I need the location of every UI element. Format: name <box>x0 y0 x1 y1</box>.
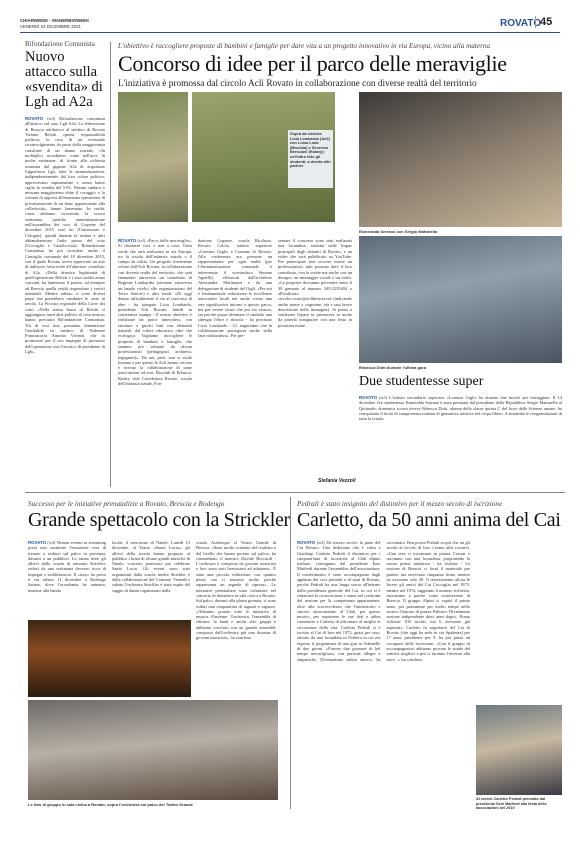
column-divider <box>110 42 111 487</box>
header-rule <box>20 32 560 33</box>
top-col-1 <box>118 238 192 386</box>
left-kicker: Rifondazione Comunista <box>25 40 95 48</box>
bottom-column-divider <box>290 497 291 809</box>
publication-header <box>20 18 89 30</box>
bottom-right-photo-caption: Al centro Carletto Pedrali premiato dal presidente Ezio Maifredi alla festa delle associazioni del 2019 <box>476 797 547 811</box>
top-title: Concorso di idee per il parco delle meraviglie <box>118 51 507 76</box>
bottom-left-kicker: Successo per le iniziative prenatalizie a Rovato, Brescia e Rodengo <box>28 499 225 508</box>
bottom-left-photo-caption: Le foto di gruppo in sala civica a Rovato; sopra l'orchestra sul palco del Teatro Grande <box>28 802 193 807</box>
top-col-3: sentare il concorso sono stati realizzati una locandina, tradotta nelle lingue principali degli abitanti di Rovato, e un video che sarà pubblicato su YouTube. Per partecipare non occorre essere un professionista: tutti possono dare il loro contributo, con le scritte ma anche con un disegno, un messaggio vocale o un video. «Le proposte dovranno pervenire entro il 30 gennaio al numero 349.2235404 o all'indirizzo circolo.rovato@aclibrescia.net (indicando anche nome e cognome, età e una breve descrizione delle immagini). Si punta a realizzare l'opera in primavera in modo da poterla inaugurare con una festa in prossima estate. <box>278 238 352 328</box>
top-col-1-text: (scl) «Parco delle meraviglie». Si chiamerà così, e non a caso, l'area verde che sarà realizzata in via Europa, tra la scuola dell'infanzia statale e il campo da calcio. Un progetto fortemente voluto dall'Acli Rovato, in collaborazione con diverse realtà del territorio, che sarà finanziato attraverso un contributo di Regione Lombardia (ottenuto attraverso un bando rivolto alle organizzazioni del Terzo Settore) e altri fondi. «Di oggi diamo ufficialmente il via al concorso di idee - ha spiegato Licia Lombardo, presidente Acli Rovato, lunedì in conferenza stampa - Il nostro obiettivo è realizzare un parco innovativo, con strutture e giochi fatti con elementi naturali, dal valore educativo oltre che ecologico. Vogliamo raccogliere le proposte di bambini e famiglie, che saranno poi valutate da alcuni professionisti (pedagogisti, architetti, ingegneri)». Da noi, però, non si vuole lontano e per questo le Acli hanno cercato e trovato la collaborazione di tante associazioni ed enti: Ekoclub di Erbusco, Rotary club Cortefranca Rovato, scuola dell'infanzia statale, Fon- <box>118 238 192 387</box>
bottom-right-title: Carletto, da 50 anni anima del Cai <box>297 509 561 531</box>
photo-acli-partners <box>118 92 188 222</box>
top-kicker: L'obiettivo è raccogliere proposte di bambini e famiglie per dare vita a un progetto innovativo in via Europa, vicino alla materna <box>118 42 491 50</box>
left-title: Nuovo attacco sulla «svendita» di Lgh ad A2a <box>25 49 103 110</box>
photo-serrano-mattarella <box>359 92 562 227</box>
bottom-left-col-1-text: (scl) Nessun evento in streaming potrà mai sostituire l'emozione vera di tornare a esibirsi sul palco in presenza, davanti a un pubblico. Lo sanno bene gli allievi della scuola di armonia Strickler, reduci da una settimana davvero ricca di impegni e soddisfazioni. Il «tour» ha preso il via sabato 11 dicembre a Rodengo Saiano, dove l'accademia ha animato, insieme alla banda <box>28 540 106 593</box>
left-lead-tag: ROVATO <box>25 116 44 121</box>
right-title: Due studentesse super <box>359 374 484 389</box>
section-rule <box>25 492 565 493</box>
publication-date: VENERDÌ 24 DICEMBRE 2021 <box>20 24 82 29</box>
caption-serrano: Esmeralda Serranò con Sergio Mattarella <box>359 229 438 234</box>
caption-dotti: Rebecca Dotti durante l'ultima gara <box>359 365 426 370</box>
photo-group-sala-civica <box>28 700 278 800</box>
top-photo-caption: Sopra da sinistra Licia Lombardo (Acli) con Luisa Loda (Bisciola) e Severino Bresciani (Rotary): nell'altro foto gli studenti; a destra altri partner <box>288 130 333 188</box>
article-signature: Stefania Vezzoli <box>318 478 356 484</box>
right-lead-tag: ROVATO <box>359 395 378 400</box>
page-number: 45 <box>535 16 552 28</box>
top-lead-tag: ROVATO <box>118 238 137 243</box>
right-body-text: (scl) L'istituto secondario superiore «Lorenzo Gigli» ha almeno due motivi per festeggiare. Il 14 dicembre l'ex studentessa Esmeralda Serranò è stata premiata dal presidente della Repubblica Sergio Mattarella al Quirinale; domenica scorsa invece Rebecca Dotti, alunna della classe quinta C del liceo delle Scienze umane, ha conquistato il titolo di campionessa italiana di ginnastica artistica nel corpo libero. A entrambe le congratulazioni di tutta la scuola. <box>359 395 563 422</box>
bottom-right-body-text: (scl) Da mezzo secolo fa parte del Cai Rovato. Una dedizione che è valsa a Gianluigi Carletto Pedrali il distintivo per i cinquant'anni di iscrizione al Club alpino italiano, consegnato dal presidente Ezio Maifredi durante l'assemblea dell'associazione. Il conferimento è stato accompagnato dagli applausi dei soci presenti e di tanti di Rovato, perché Pedrali ha una lunga storia all'interno della presidenza generale del Cai, in cui si è rimarcata la riconoscenza e stima nel confronti del sezione per la competenza appartenente, oltre alla scorrevolezza che l'ininterrotto e sincero attaccamento al Club, per questo motivo, per esprimere le sue doti e abbia consentito a Carletto di affrontare al meglio le circostanze della vita. Carletto Pedrali si è iscritto al Cai di Iseo nel 1972, quasi per caso, attirato da una locandina in Farbera in cui era esposto il programma di una gita in Adamello di due giorni. «Furono due giornate di bel tempo meraviglioso, con persone allegre e simpatiche. Diventammo subito amici», ha raccontato. Ben presto Pedrali scoprì che tra gli iscritti al circolo di Iseo c'erano altri rovatesi. «Una sera ci trovammo in piazza Cavour e uscimmo con una locandina, proponendo la nostra prima iniziativa - ha rivelato - La sezione di Brescia ci fornì il materiale per partire, ma servivano cinquanta firme, mentre ne avevamo solo 30. Il tesseramento allora le fecero gli amici del Cai Coccaglio nel 1973, mentre nel 1974, raggiunto il numero richiesto, riuscimmo a partire come sottosezione di Brescia. Il gruppo Alpini ci ospitò il primo anno, poi passammo per molto tempo nello storico Oratorio di piazza Palestro. Divenimmo sezione indipendente dieci anni dopo». Erano richiesti 100 iscritti, ma li avevamo già superati». Carletto fu segretario del Cai di Rovato (che oggi ha sede in via Spalenza) per 17 anni, presidente per 9, ha poi passò ad occuparsi delle escursioni. «Con il gruppo di accompagnatori abbiamo provato le strade del sentieri migliori e più ci faranno l'inverno alla neve...» ha concluso. <box>297 540 470 662</box>
top-col-2: dazione Cogeme, scuola Ricchino, Rovato Calcio, istituto superiore «Lorenzo Gigli» e Comune di Rovato. Alla conferenza era presente un rappresentante per ogni realtà (per l'Amministrazione comunale è intervenuto il vicesindaco Simone Agnelli), affiancati dall'architetto Alessandra Martinazzi e da una delegazione di studenti del Gigli. «Per noi è fondamentale valorizzare le eccellenze associative locali ma anche creare una rete significativa intorno a questo parco, ma per essere sicuri che poi sia vissuto, sia perché possa diventare il simbolo una sinergia felice e riuscita - ha precisato Licia Lombardo - Ci auguriamo che la collaborazione proseguirà anche nella fase realizzativa». Per pre- <box>198 238 273 339</box>
photo-orchestra-teatro <box>28 620 191 697</box>
bottom-right-body <box>297 540 470 808</box>
left-body-1: (scl) Rifondazione comunista all'attacco sul caso Lgh-A2a. La federazione di Brescia attribuisce al sindaco di Rovato Tiziano Belotti «piena responsabilità politica» in caso di un eventuale ricoinvolgimento da parte della maggioranza consiliare di un danno erariale. «In molteplici ricordiamo come nell'arco di poche settimane, di fronte alla richiesta avanzata dal gigante A2a di acquistare l'appetitosa Lgh, tutte le amministrazioni, indipendentemente dal loro colore politico, approvavano supinamente e senza batter ciglio la vendita del 51%. Nessun sindaco e nessuna maggioranza ebbe il coraggio o la volontà di opporsi all'ennesima operazione di privatizzazione di un bene appartenente alla collettività», hanno lamentato. In realtà, come abbiamo ricostruito la scorsa settimana, qualche amministrazione nell'assemblea dei soci di Cogeme del dicembre 2015 votò no (Castrezzato e Cologne), quindi durante la seduta e altri abbandonarono l'aula prima del voto (Coccaglio e Castelcovati). Rifondazione Comunista ha poi ricordato anche il Consiglio comunale del 18 dicembre 2015, con il quale Rovato aveva approvato un atto di indirizzo favorevole all'ulteriore «vendita» di A2a. «Della drastica legittimità di quell'operazione Belotti e i suoi sodali erano convinti, ha lamentato il partito, ad esempio ad Brescia quella realtà rispondono i vertici aziendali. <box>25 116 105 296</box>
bottom-left-lead-tag: ROVATO <box>28 540 47 545</box>
right-body <box>359 395 562 421</box>
bottom-left-col-2: locale, il mercatino di Natale. Lunedì 13 dicembre, al Teatro «Santa Lucia», gli allievi della scuola hanno proposto al pubblico i brani di alcune grandi musiche di Natale, concerto promosso per celebrare Santa Lucia. Gli eventi sono stati organizzati dalla scuola media Strickler e dalla collaborazione del Comune. Venerdì e sabato l'orchestra Strickler è stata ospite del saggio di danza organizzato dalla <box>112 540 190 593</box>
bottom-left-col-3: scuola Arabesque al Teatro Grande di Brescia. «Sono molto contento del risultato e del livello che hanno portato sul palco» ha commentato il maestro Davide Boccardi - L'orchestra è composta da giovani musicisti e loro sono stati bravissimi ad adattarsi». È stata una piccola esibizione, con quattro pezzi, ma ci teniamo molto perché rappresenta un segnale di ripresa». Le iniziative prenatalizie sono culminate nel concerto di domenica in sala civica a Rovato. Sul palco, davanti alla platea gremita, si sono esibiti una cinquantina di ragazzi e ragazze. «Abbiamo portato tutte le iniziative di musica d'insieme: l'orchestra, l'ensemble di chitarre, la band e anche altri gruppi e abbiamo concluso con un grande ensemble composto dall'orchestra più una dozzina di giovani musicisti», ha concluso. <box>196 540 276 641</box>
bottom-right-kicker: Pedrali è stato insignito del distintivo per il mezzo secolo di iscrizione <box>297 499 503 508</box>
photo-pedrali-maifredi <box>476 705 562 795</box>
left-article <box>25 40 105 354</box>
section-label: ROVATO <box>500 18 542 29</box>
bottom-left-title: Grande spettacolo con la Strickler <box>28 509 290 531</box>
left-body-2: Mentre adesso ci sono diversi punti che potrebbero cambiare le carte in tavola. La Procura regionale della Corte dei conti «Nella stessa barca di Belotti si aggiungono tanti altri politici di casa nostra» hanno precisato Rifondazione Comunista. Tra di essi non possiamo dimenticare l'ineffabile ex sindaco di Padermo Franciacorta Antonio Vivenzi, che fu promotore per il suo impegno di promotor dell'operazione con l'incarico di presidente di Lgh». <box>25 290 105 355</box>
bottom-left-col-1 <box>28 540 106 593</box>
bottom-right-lead-tag: ROVATO <box>297 540 316 545</box>
left-body <box>25 116 105 354</box>
publication-name: CHIARIWEEK - MANERBIOWEEK <box>20 18 90 23</box>
photo-dotti <box>359 236 562 363</box>
top-subtitle: L'iniziativa è promossa dal circolo Acli Rovato in collaborazione con diverse realtà del territorio <box>118 79 477 89</box>
